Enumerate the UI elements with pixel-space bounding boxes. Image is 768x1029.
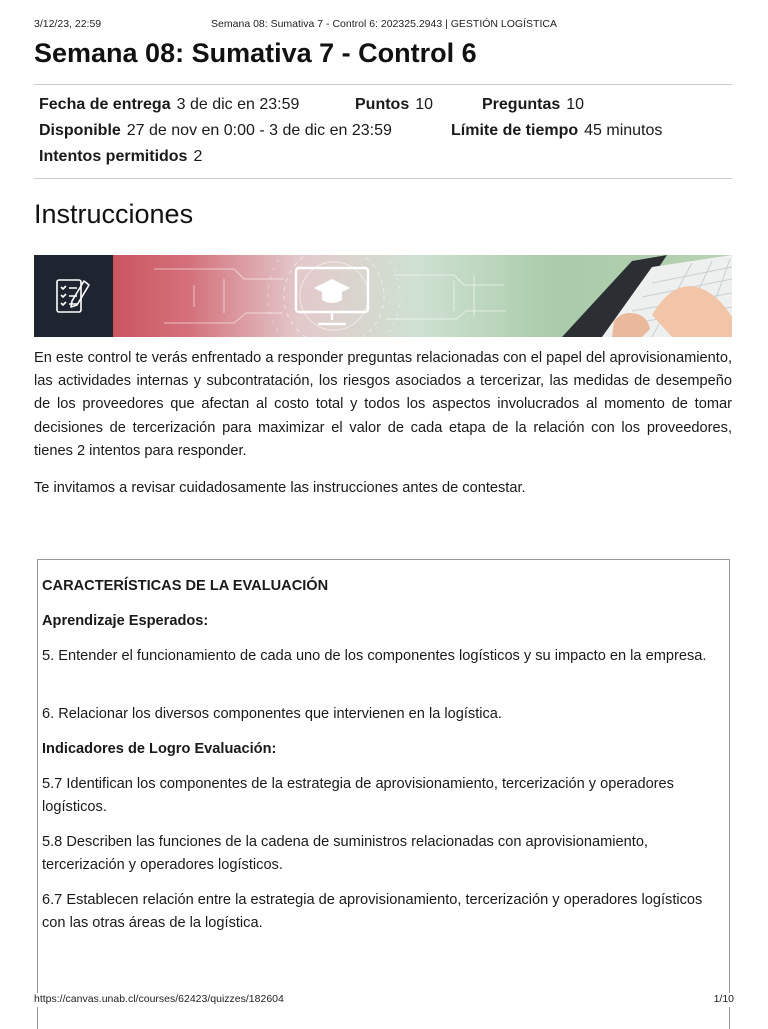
page-number: 1/10 bbox=[713, 993, 734, 1005]
print-url: https://canvas.unab.cl/courses/62423/quizzes/182604 bbox=[34, 993, 284, 1005]
evaluation-heading: CARACTERÍSTICAS DE LA EVALUACIÓN bbox=[42, 578, 329, 594]
instructions-paragraph-1: En este control te verás enfrentado a responder preguntas relacionadas con el papel del aprovisionamiento, las actividades internas y subcontratación, los riesgos asociados a tercerizar, las medidas de desempeño de los proveedores que afectan al costo total y todos los aspectos involucrados al momento de tomar decisiones de tercerización para maximizar el valor de cada etapa de la relación con los proveedores, tienes 2 intentos para responder. bbox=[34, 350, 732, 459]
indicador-item: 6.7 Establecen relación entre la estrategia de aprovisionamiento, tercerización y operadores logísticos con las otras áreas de la logística. bbox=[42, 892, 703, 932]
print-page-title: Semana 08: Sumativa 7 - Control 6: 202325.2943 | GESTIÓN LOGÍSTICA bbox=[211, 18, 557, 30]
meta-preguntas bbox=[482, 95, 584, 115]
indicador-item: 5.8 Describen las funciones de la cadena de suministros relacionadas con aprovisionamiento, tercerización y operadores logísticos. bbox=[42, 834, 648, 874]
indicadores-heading: Indicadores de Logro Evaluación: bbox=[42, 741, 277, 757]
meta-value: 10 bbox=[415, 96, 434, 113]
meta-limite-tiempo bbox=[451, 121, 662, 141]
print-header bbox=[34, 18, 734, 32]
meta-label: Límite de tiempo bbox=[451, 122, 579, 139]
meta-value: 27 de nov en 0:00 - 3 de dic en 23:59 bbox=[126, 122, 392, 139]
meta-label: Puntos bbox=[355, 96, 410, 113]
meta-label: Disponible bbox=[39, 122, 121, 139]
meta-label: Intentos permitidos bbox=[39, 148, 188, 165]
divider-bottom bbox=[34, 178, 732, 179]
meta-value: 10 bbox=[566, 96, 585, 113]
aprendizaje-heading: Aprendizaje Esperados: bbox=[42, 613, 209, 629]
instructions-banner bbox=[34, 255, 732, 337]
instructions-heading: Instrucciones bbox=[34, 199, 194, 229]
meta-value: 45 minutos bbox=[584, 122, 663, 139]
print-datetime: 3/12/23, 22:59 bbox=[34, 18, 102, 30]
evaluation-characteristics-box bbox=[37, 559, 730, 1029]
meta-value: 2 bbox=[193, 148, 203, 165]
monitor-graduation-cap-icon bbox=[292, 264, 372, 328]
aprendizaje-item: 5. Entender el funcionamiento de cada uno de los componentes logísticos y su impacto en la empresa. bbox=[42, 648, 707, 664]
meta-intentos bbox=[39, 147, 202, 167]
quiz-title: Semana 08: Sumativa 7 - Control 6 bbox=[34, 38, 477, 68]
meta-label: Fecha de entrega bbox=[39, 96, 171, 113]
meta-fecha-entrega bbox=[39, 95, 299, 115]
indicador-item: 5.7 Identifican los componentes de la estrategia de aprovisionamiento, tercerización y operadores logísticos. bbox=[42, 776, 674, 816]
divider-top bbox=[34, 84, 732, 85]
meta-puntos bbox=[355, 95, 433, 115]
meta-value: 3 de dic en 23:59 bbox=[176, 96, 300, 113]
laptop-typing-hands-icon bbox=[502, 255, 732, 337]
instructions-paragraph-2: Te invitamos a revisar cuidadosamente las instrucciones antes de contestar. bbox=[34, 480, 526, 496]
meta-disponible bbox=[39, 121, 392, 141]
aprendizaje-item: 6. Relacionar los diversos componentes que intervienen en la logística. bbox=[42, 706, 502, 722]
meta-label: Preguntas bbox=[482, 96, 561, 113]
print-footer bbox=[34, 993, 734, 1007]
